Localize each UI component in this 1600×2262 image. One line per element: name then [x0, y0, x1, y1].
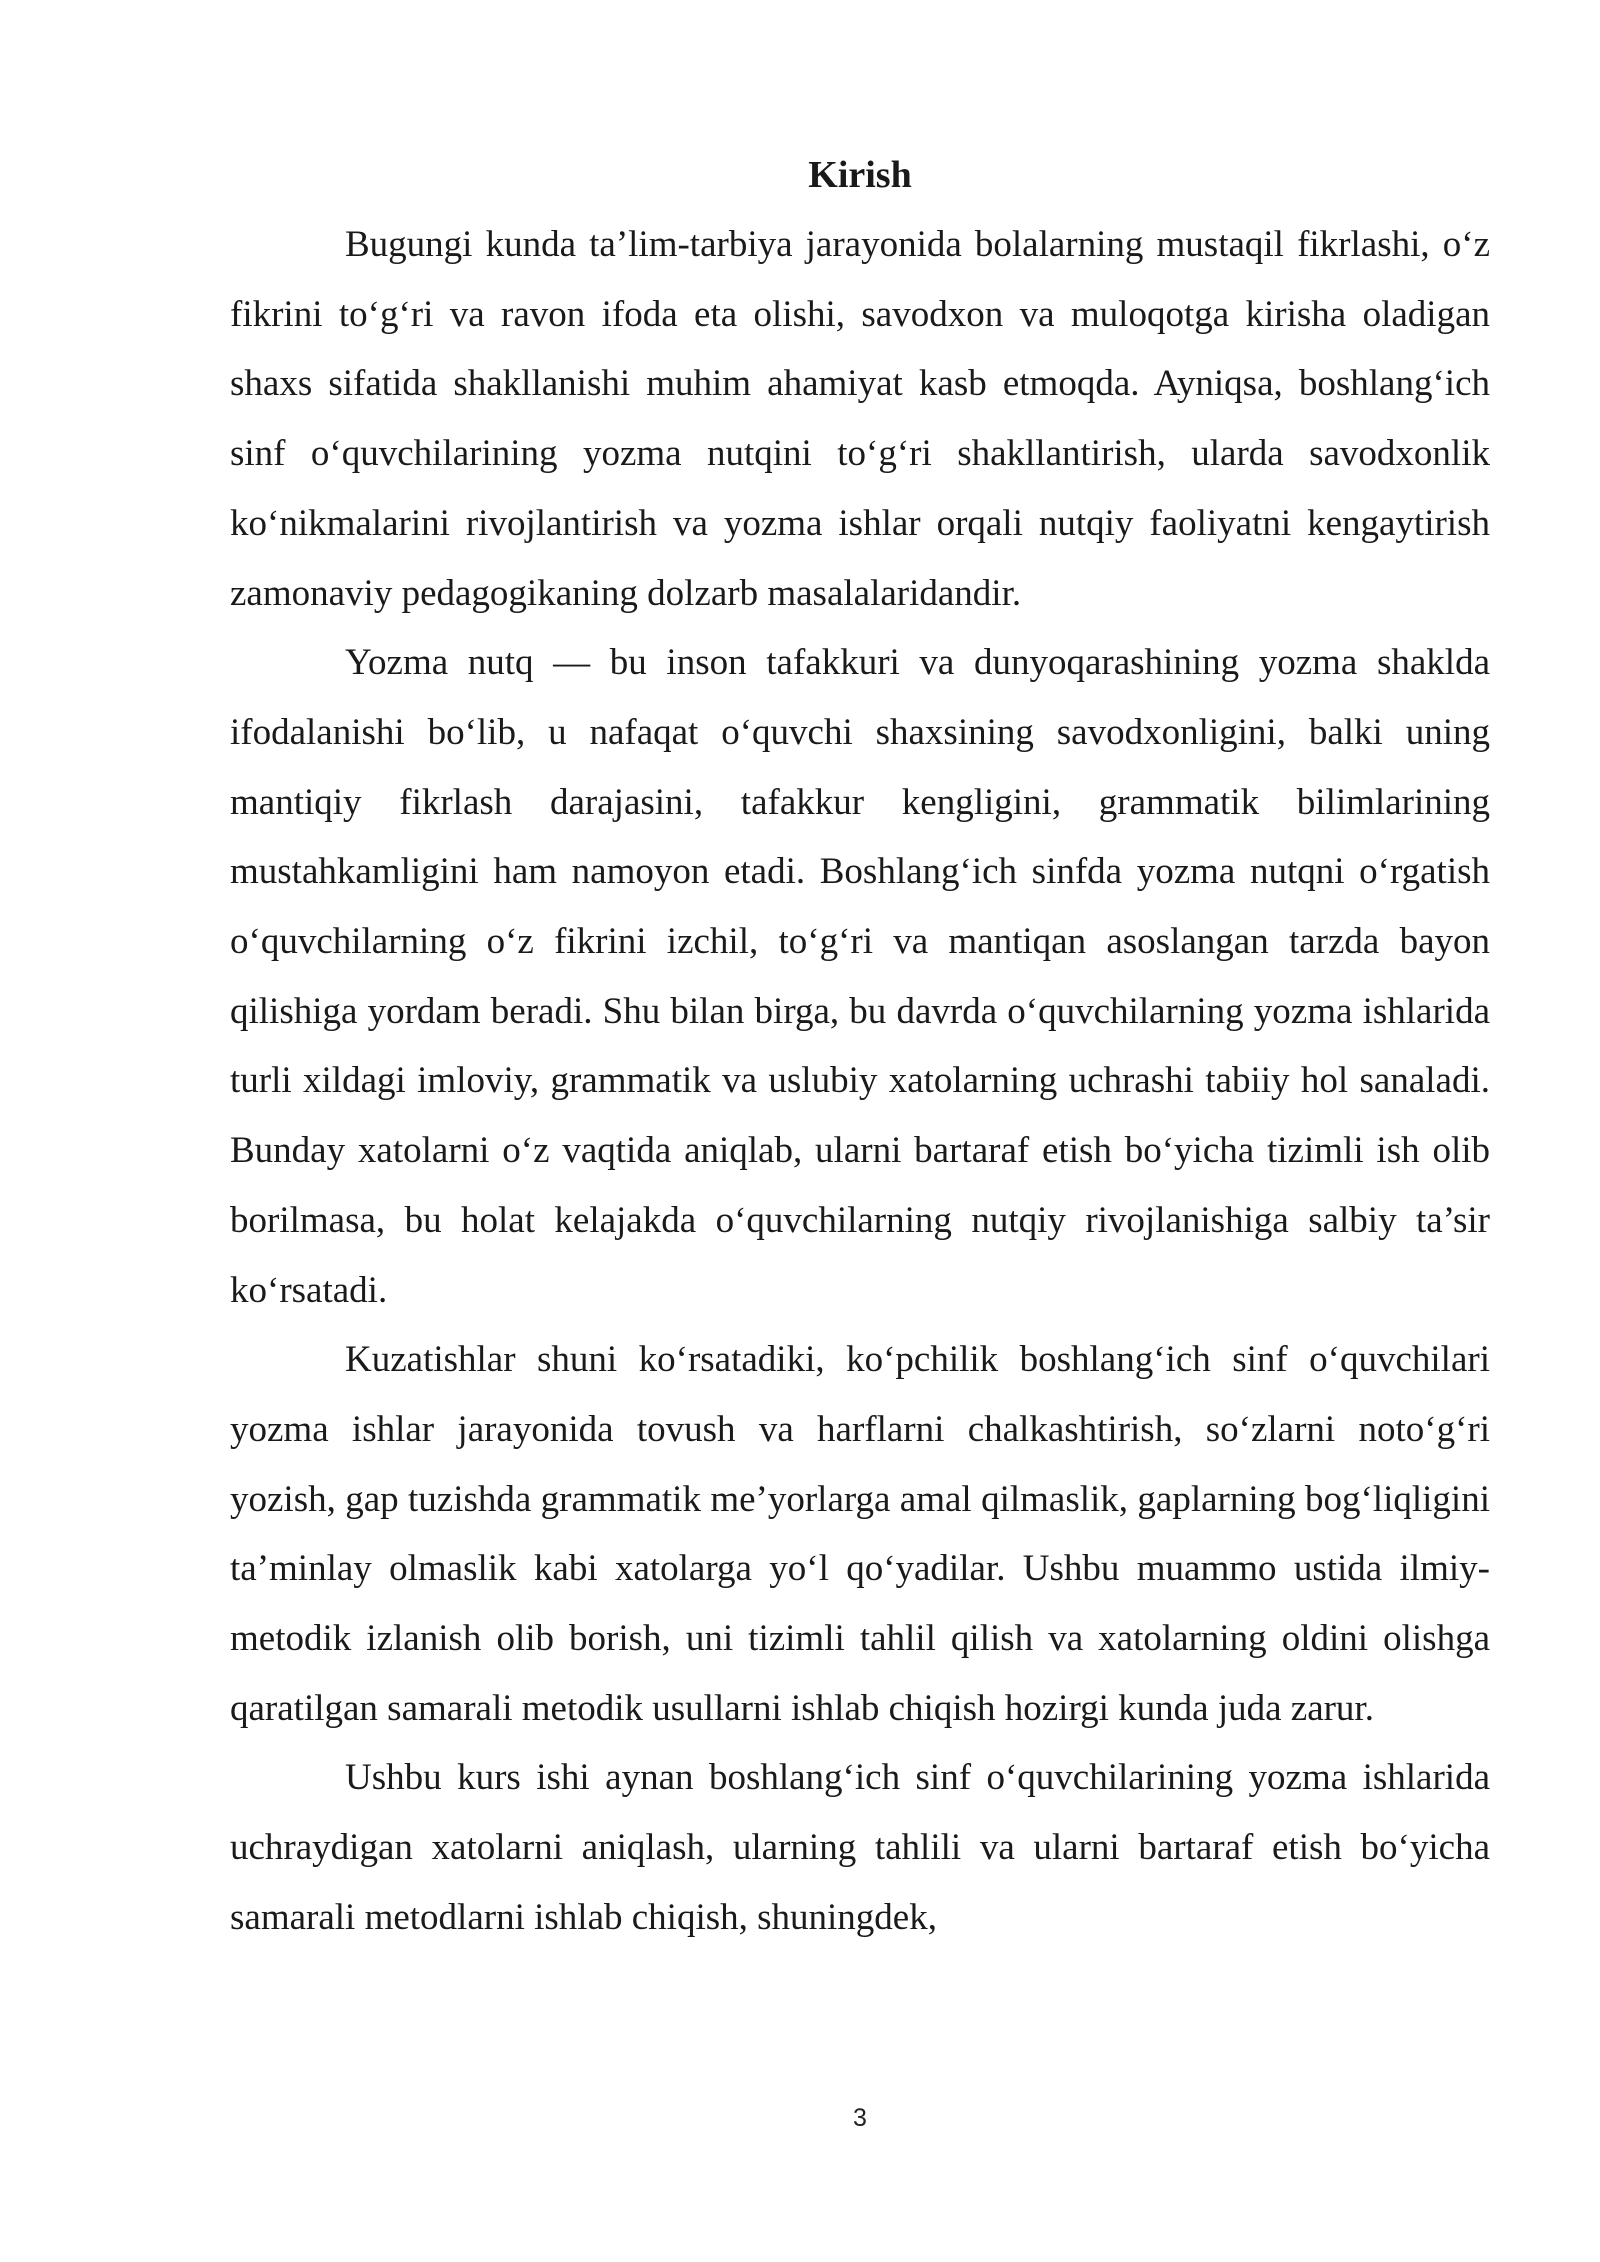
page-number: 3 [853, 2104, 867, 2132]
paragraph-3: Kuzatishlar shuni ko‘rsatadiki, ko‘pchilik boshlang‘ich sinf o‘quvchilari yozma ishlar jarayonida tovush va harflarni chalkashtirish, so‘zlarni noto‘g‘ri yozish, gap tuzishda grammatik me’yorlarga amal qilmaslik, gaplarning bog‘liqligini ta’minlay olmaslik kabi xatolarga yo‘l qo‘yadilar. Ushbu muammo ustida ilmiy-metodik izlanish olib borish, uni tizimli tahlil qilish va xatolarning oldini olishga qaratilgan samarali metodik usullarni ishlab chiqish hozirgi kunda juda zarur. [230, 1339, 1490, 1729]
paragraph-2: Yozma nutq — bu inson tafakkuri va dunyoqarashining yozma shaklda ifodalanishi bo‘lib, u nafaqat o‘quvchi shaxsining savodxonligini, balki uning mantiqiy fikrlash darajasini, tafakkur kengligini, grammatik bilimlarining mustahkamligini ham namoyon etadi. Boshlang‘ich sinfda yozma nutqni o‘rgatish o‘quvchilarning o‘z fikrini izchil, to‘g‘ri va mantiqan asoslangan tarzda bayon qilishiga yordam beradi. Shu bilan birga, bu davrda o‘quvchilarning yozma ishlarida turli xildagi imloviy, grammatik va uslubiy xatolarning uchrashi tabiiy hol sanaladi. Bunday xatolarni o‘z vaqtida aniqlab, ularni bartaraf etish bo‘yicha tizimli ish olib borilmasa, bu holat kelajakda o‘quvchilarning nutqiy rivojlanishiga salbiy ta’sir ko‘rsatadi. [230, 642, 1490, 1311]
page-title: Kirish [808, 154, 912, 196]
paragraph-1: Bugungi kunda ta’lim-tarbiya jarayonida bolalarning mustaqil fikrlashi, o‘z fikrini to‘g‘ri va ravon ifoda eta olishi, savodxon va muloqotga kirisha oladigan shaxs sifatida shakllanishi muhim ahamiyat kasb etmoqda. Ayniqsa, boshlang‘ich sinf o‘quvchilarining yozma nutqini to‘g‘ri shakllantirish, ularda savodxonlik ko‘nikmalarini rivojlantirish va yozma ishlar orqali nutqiy faoliyatni kengaytirish zamonaviy pedagogikaning dolzarb masalalaridandir. [230, 224, 1490, 614]
page-content [230, 140, 1490, 1953]
paragraph-4: Ushbu kurs ishi aynan boshlang‘ich sinf o‘quvchilarining yozma ishlarida uchraydigan xatolarni aniqlash, ularning tahlili va ularni bartaraf etish bo‘yicha samarali metodlarni ishlab chiqish, shuningdek, [230, 1757, 1490, 1938]
